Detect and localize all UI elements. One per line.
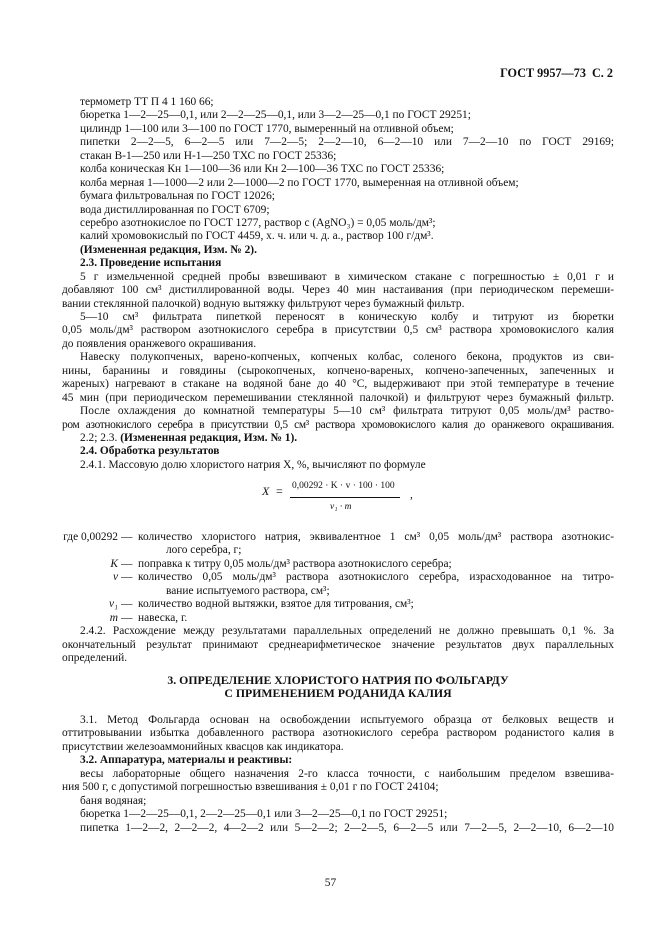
legend-dash: —: [121, 598, 133, 611]
section-3-body: [62, 714, 614, 835]
paragraph-line: присутствии железоаммонийных квасцов как индикатора.: [62, 740, 344, 753]
paragraph-line: жареных) нагревают в стакане на водяной бане до 40 °С, выдерживают при этой температуре в течение: [62, 378, 614, 391]
list-item: бумага фильтровальная по ГОСТ 12026;: [80, 190, 275, 203]
list-item: ния 500 г, с допустимой погрешностью взвешивания ± 0,01 г по ГОСТ 24104;: [62, 781, 439, 794]
legend-row: [62, 531, 614, 544]
paragraph-line: 45 мин (при периодическом перемешивании стеклянной палочкой) и фильтруют через бумажный фильтр.: [62, 391, 614, 404]
legend-dash: —: [121, 571, 133, 584]
fraction-line: [290, 497, 400, 498]
list-item: вода дистиллированная по ГОСТ 6709;: [80, 203, 270, 216]
paragraph-line: ром азотнокислого серебра в присутствии 0,5 см³ раствора хромовокислого калия до оранжевого окрашивания.: [62, 418, 614, 431]
legend-text: лого серебра, г;: [166, 544, 242, 557]
legend-dash: —: [121, 611, 133, 624]
list-item: стакан В-1—250 или Н-1—250 ТХС по ГОСТ 25336;: [80, 149, 337, 162]
amendment-text: (Измененная редакция, Изм. № 1).: [120, 431, 298, 444]
paragraph-line: 0,05 моль/дм³ раствором азотнокислого серебра в присутствии 0,5 см³ раствора хромовокислого калия: [62, 324, 614, 337]
list-item: бюретка 1—2—25—0,1, 2—2—25—0,1 или 3—2—25—0,1 по ГОСТ 29251;: [80, 808, 448, 821]
legend-symbol: K: [110, 557, 118, 570]
legend-symbol: v: [112, 571, 118, 584]
page-header: ГОСТ 9957—73 С. 2: [500, 66, 613, 80]
list-item: калий хромовокислый по ГОСТ 4459, х. ч. или ч. д. а., раствор 100 г/дм³.: [80, 230, 434, 243]
amendment-prefix: 2.2; 2.3.: [80, 431, 121, 444]
page-number: 57: [324, 877, 337, 889]
legend-row: [62, 558, 614, 571]
legend-text: поправка к титру 0,05 моль/дм³ раствора азотнокислого серебра;: [138, 557, 452, 570]
list-item: пипетки 2—2—5, 6—2—5 или 7—2—5; 2—2—10, 6—2—10 или 7—2—10 по ГОСТ 29169;: [80, 136, 614, 149]
paragraph-line: вании стеклянной палочкой) водную вытяжку фильтруют через бумажный фильтр.: [62, 297, 465, 310]
paragraph-line: нины, баранины и говядины (сырокопченых, копчено-вареных, копчено-запеченных, запеченных и: [62, 364, 614, 377]
formula-lhs: X: [262, 484, 270, 498]
list-item: серебро азотнокислое по ГОСТ 1277, раствор c (AgNO₃) = 0,05 моль/дм³;: [80, 216, 436, 229]
list-item: баня водяная;: [80, 794, 147, 807]
section-2-body: [62, 96, 614, 472]
list-item: цилиндр 1—100 или 3—100 по ГОСТ 1770, вымеренный на отливной объем;: [80, 122, 454, 135]
legend-symbol: m: [109, 611, 118, 624]
list-item: пипетка 1—2—2, 2—2—2, 4—2—2 или 5—2—2; 2—2—5, 6—2—5 или 7—2—5, 2—2—10, 6—2—10: [80, 821, 614, 834]
section-heading-2-3: 2.3. Проведение испытания: [80, 257, 222, 270]
legend-row: [62, 612, 614, 625]
paragraph-line: определений.: [62, 651, 128, 664]
section-title-line: 3. ОПРЕДЕЛЕНИЕ ХЛОРИСТОГО НАТРИЯ ПО ФОЛЬГАРДУ: [167, 674, 509, 687]
legend-text: количество 0,05 моль/дм³ раствора азотнокислого серебра, израсходованное на титро-: [138, 571, 614, 584]
section-title-line: С ПРИМЕНЕНИЕМ РОДАНИДА КАЛИЯ: [224, 687, 452, 701]
paragraph-line: до появления оранжевого окрашивания.: [62, 337, 257, 350]
formula-legend: [62, 531, 614, 665]
section-heading-3-2: 3.2. Аппаратура, материалы и реактивы:: [80, 754, 293, 767]
legend-text: навеска, г.: [138, 611, 188, 624]
paragraph-line: 3.1. Метод Фольгарда основан на освобождении испытуемого образца от белковых веществ и: [80, 714, 614, 726]
legend-row: [62, 571, 614, 584]
formula-equals: =: [276, 484, 283, 498]
formula-intro: 2.4.1. Массовую долю хлористого натрия X, %, вычисляют по формуле: [80, 458, 426, 471]
list-item: колба мерная 1—1000—2 или 2—1000—2 по ГОСТ 1770, вымеренная на отливной объем;: [80, 176, 519, 189]
list-item: бюретка 1—2—25—0,1, или 2—2—25—0,1, или 3—2—25—0,1 по ГОСТ 29251;: [80, 109, 471, 122]
formula-denominator: v₁ · m: [330, 502, 352, 512]
paragraph-line: Навеску полукопченых, варено-копченых, копченых колбас, соленого бекона, продуктов из сви-: [80, 351, 614, 364]
section-3-title: [62, 674, 614, 701]
list-item: колба коническая Кн 1—100—36 или Кн 2—100—36 ТХС по ГОСТ 25336;: [80, 163, 445, 176]
list-item: весы лабораторные общего назначения 2-го класса точности, с наибольшим пределом взвешива-: [80, 767, 614, 780]
amendment-note: (Измененная редакция, Изм. № 2).: [80, 243, 257, 256]
paragraph-line: 2.4.2. Расхождение между результатами параллельных определений не должно превышать 0,1 %. За: [80, 625, 614, 638]
legend-text: количество водной вытяжки, взятое для титрования, см³;: [138, 598, 414, 611]
legend-text: количество хлористого натрия, эквивалентное 1 см³ 0,05 моль/дм³ раствора азотнокис-: [138, 531, 614, 543]
legend-dash: —: [121, 557, 133, 570]
legend-symbol: v₁: [108, 598, 118, 611]
list-item: термометр ТТ П 4 1 160 66;: [80, 96, 214, 108]
legend-row: [62, 598, 614, 611]
paragraph-line: окончательный результат принимают среднеарифметическое значение результатов двух параллельных: [62, 638, 614, 651]
paragraph-line: оттитровывании избытка добавленного раствора азотнокислого серебра раствором роданистого калия в: [62, 727, 614, 740]
legend-symbol: где 0,00292: [63, 531, 118, 543]
formula-comma: ,: [410, 489, 413, 501]
legend-text: вание испытуемого раствора, см³;: [166, 584, 330, 597]
formula-numerator: 0,00292 · K · v · 100 · 100: [292, 481, 395, 491]
paragraph-line: добавляют 100 см³ дистиллированной воды. Через 40 мин настаивания (при периодическом перемеши-: [62, 284, 614, 297]
legend-dash: —: [121, 531, 133, 543]
amendment-note-1: [62, 432, 614, 445]
paragraph-line: После охлаждения до комнатной температуры 5—10 см³ фильтрата титруют 0,05 моль/дм³ раство-: [80, 405, 614, 418]
paragraph-line: 5—10 см³ фильтрата пипеткой переносят в коническую колбу и титруют из бюретки: [80, 311, 614, 323]
paragraph-line: 5 г измельченной средней пробы взвешивают в химическом стакане с погрешностью ± 0,01 г и: [80, 270, 614, 283]
section-heading-2-4: 2.4. Обработка результатов: [80, 445, 220, 458]
